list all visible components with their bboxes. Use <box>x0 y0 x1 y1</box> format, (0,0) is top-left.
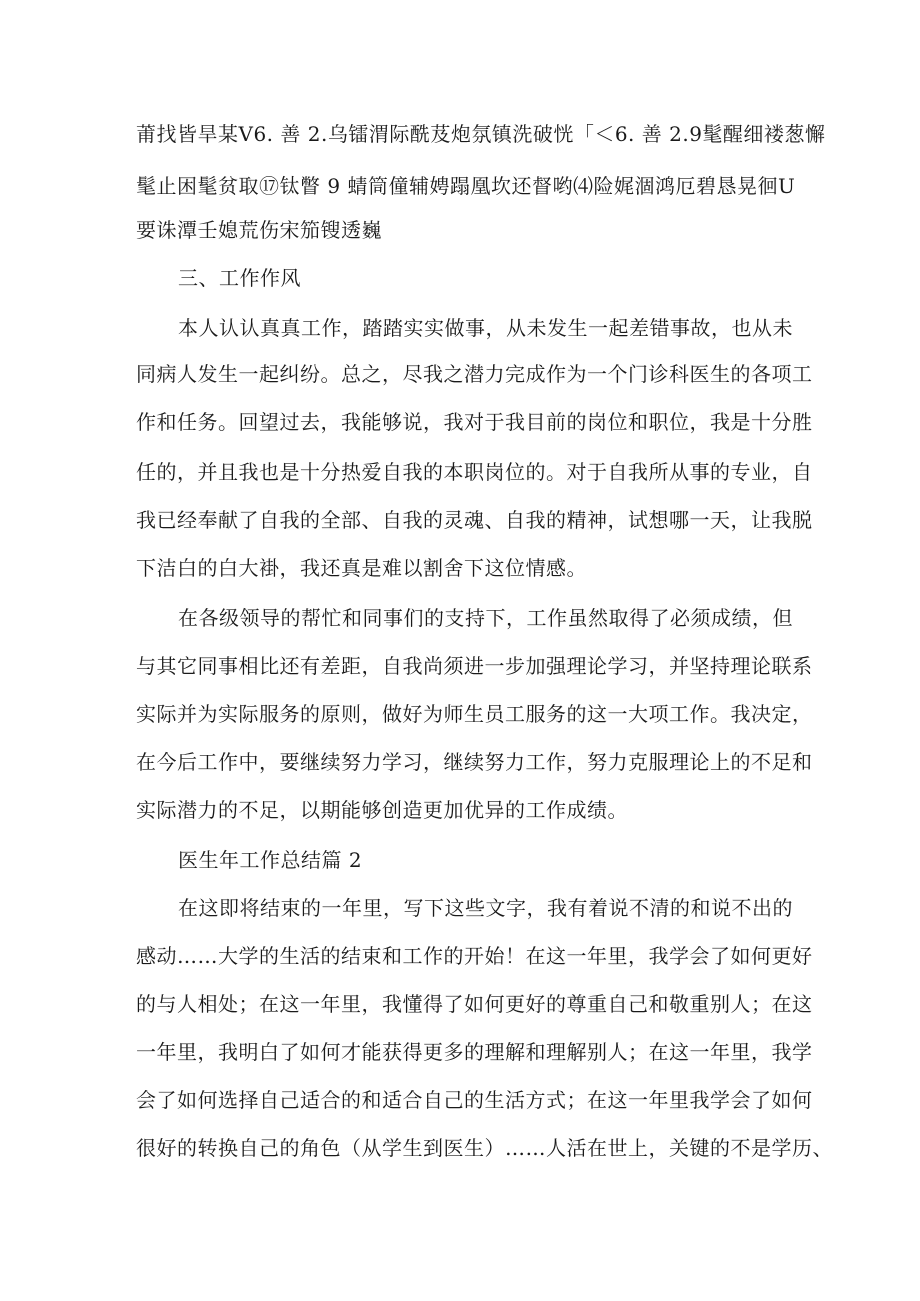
garbled-text-line: 要诛潭壬媳荒伤宋笳锼透巍 <box>136 218 382 242</box>
garbled-text-line: 莆找皆旱某V6. 善 2.乌镭渭际酰芨炮氛镇洗破恍「＜6. 善 2.9髦醒细褛葱懈 <box>136 122 826 146</box>
paragraph-line: 感动……大学的生活的结束和工作的开始！在这一年里，我学会了如何更好 <box>136 944 813 968</box>
paragraph-line: 下洁白的白大褂，我还真是难以割舍下这位情感。 <box>136 556 587 580</box>
paragraph-line: 在各级领导的帮忙和同事们的支持下，工作虽然取得了必须成绩，但 <box>178 606 793 630</box>
paragraph-line: 实际潜力的不足，以期能够创造更加优异的工作成绩。 <box>136 798 628 822</box>
garbled-text-line: 髦止困髦贫取⑰钛瞥 9 蜻筒僮辅娉蹋凰坎还督哟⑷险娓涸鸿厄碧恳晃徊U <box>136 174 796 198</box>
paragraph-line: 的与人相处；在这一年里，我懂得了如何更好的尊重自己和敬重别人；在这 <box>136 992 813 1016</box>
paragraph-line: 作和任务。回望过去，我能够说，我对于我目前的岗位和职位，我是十分胜 <box>136 410 813 434</box>
paragraph-line: 会了如何选择自己适合的和适合自己的生活方式；在这一年里我学会了如何 <box>136 1088 813 1112</box>
article-title: 医生年工作总结篇 2 <box>178 848 363 872</box>
paragraph-line: 很好的转换自己的角色（从学生到医生）……人活在世上，关键的不是学历、 <box>136 1136 833 1160</box>
paragraph-line: 在这即将结束的一年里，写下这些文字，我有着说不清的和说不出的 <box>178 896 793 920</box>
paragraph-line: 与其它同事相比还有差距，自我尚须进一步加强理论学习，并坚持理论联系 <box>136 654 813 678</box>
paragraph-line: 本人认认真真工作，踏踏实实做事，从未发生一起差错事故，也从未 <box>178 316 793 340</box>
paragraph-line: 在今后工作中，要继续努力学习，继续努力工作，努力克服理论上的不足和 <box>136 750 813 774</box>
paragraph-line: 同病人发生一起纠纷。总之，尽我之潜力完成作为一个门诊科医生的各项工 <box>136 362 813 386</box>
paragraph-line: 实际并为实际服务的原则，做好为师生员工服务的这一大项工作。我决定， <box>136 702 813 726</box>
paragraph-line: 我已经奉献了自我的全部、自我的灵魂、自我的精神，试想哪一天，让我脱 <box>136 508 813 532</box>
paragraph-line: 一年里，我明白了如何才能获得更多的理解和理解别人；在这一年里，我学 <box>136 1040 813 1064</box>
paragraph-line: 任的，并且我也是十分热爱自我的本职岗位的。对于自我所从事的专业，自 <box>136 460 813 484</box>
section-heading-work-style: 三、工作作风 <box>178 266 301 290</box>
